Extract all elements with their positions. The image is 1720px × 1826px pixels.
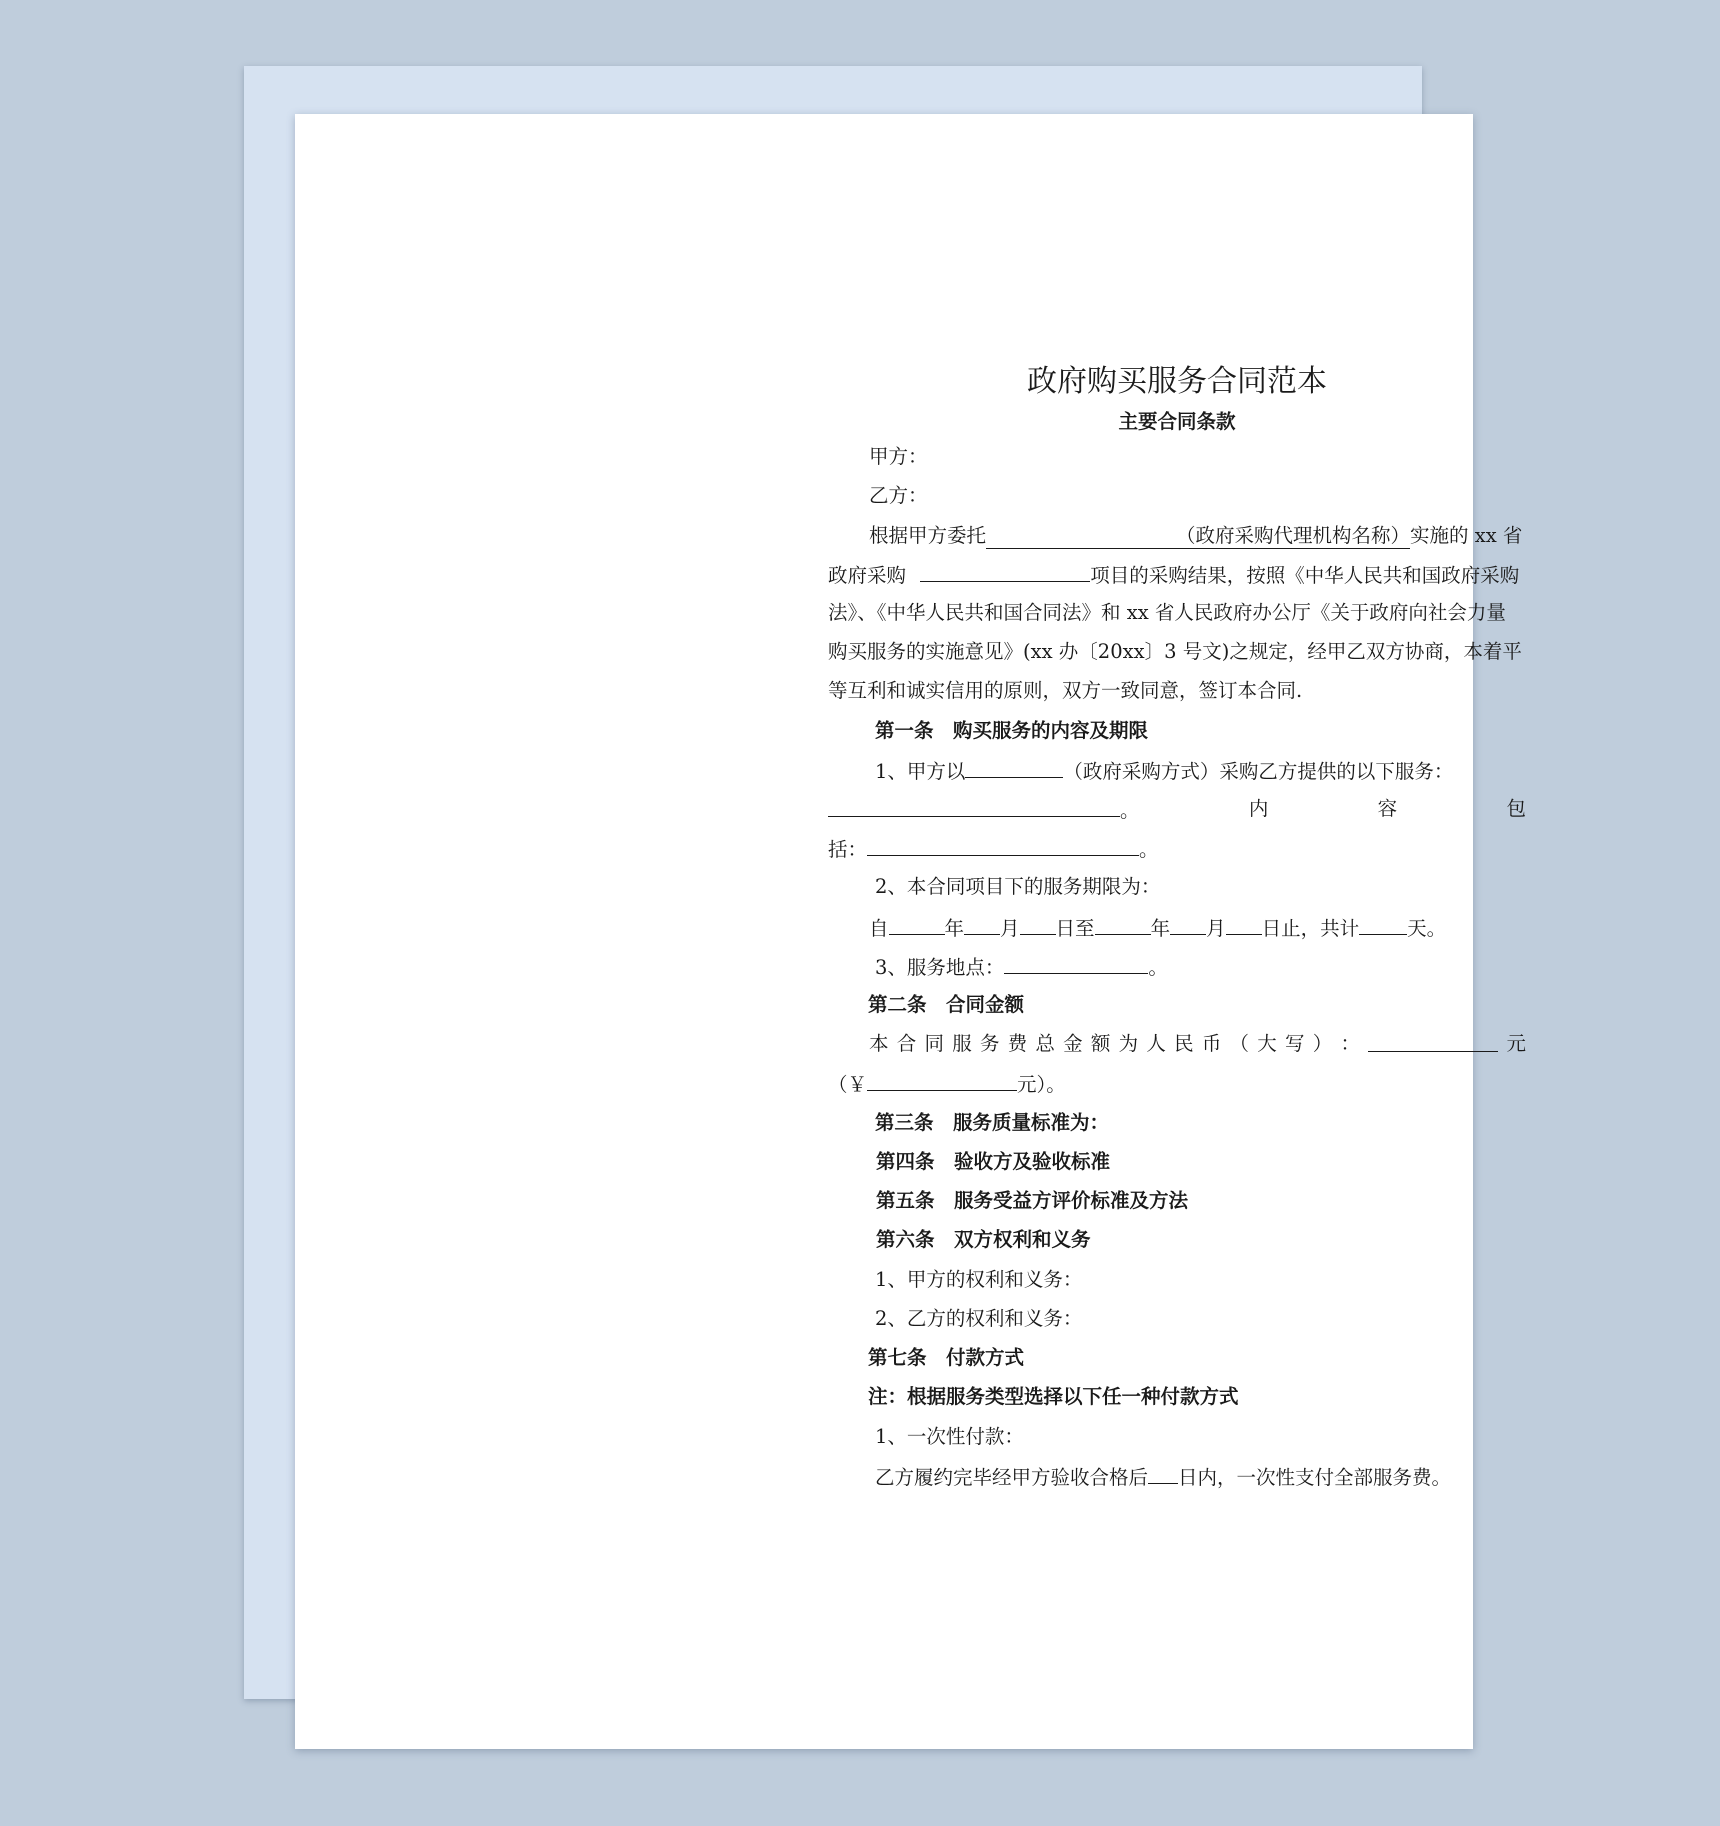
item-text: 元）。	[1017, 1073, 1066, 1096]
service-name-blank	[828, 799, 1120, 817]
content-word-3: 包	[1506, 797, 1526, 820]
item-text: 。	[1139, 838, 1159, 861]
amount-line	[869, 1034, 1526, 1054]
item-text: 1、甲方以	[875, 760, 966, 783]
item-text: 。	[1120, 799, 1140, 822]
procurement-method-blank	[965, 760, 1063, 778]
preamble-text: 根据甲方委托	[869, 524, 987, 547]
agency-blank	[986, 525, 1176, 542]
period-text: 月	[1206, 917, 1226, 940]
period-text: 自	[869, 917, 889, 940]
content-word-2: 容	[1377, 797, 1398, 820]
project-name-blank	[920, 564, 1090, 582]
preamble-text: 项目的采购结果，按照《中华人民共和国政府采购	[1090, 564, 1520, 587]
preamble-line-1	[869, 525, 1522, 546]
amount-char: ：	[1340, 1032, 1360, 1055]
start-year-blank	[889, 917, 945, 935]
payment-note: 注：根据服务类型选择以下任一种付款方式	[868, 1385, 1239, 1408]
preamble-text: 政府采购	[828, 564, 907, 587]
period-text: 天。	[1407, 917, 1447, 940]
item-text: 日内，一次性支付全部服务费。	[1178, 1466, 1452, 1489]
amount-words-blank	[1368, 1034, 1498, 1052]
amount-char: 费	[1007, 1032, 1028, 1055]
end-day-blank	[1226, 917, 1262, 935]
article-6-item-1: 1、甲方的权利和义务：	[875, 1268, 1083, 1291]
amount-char: （	[1229, 1032, 1250, 1055]
amount-char: 人	[1146, 1032, 1166, 1055]
article-5-heading: 第五条 服务受益方评价标准及方法	[876, 1189, 1189, 1212]
article-7-item-1: 1、一次性付款：	[875, 1425, 1024, 1448]
amount-figures-blank	[867, 1073, 1017, 1091]
amount-char: 币	[1201, 1032, 1222, 1055]
article-3-heading: 第三条 服务质量标准为：	[875, 1111, 1110, 1134]
amount-figures-line	[828, 1073, 1066, 1095]
amount-char: ）	[1312, 1032, 1333, 1055]
preamble-underlined	[986, 524, 1410, 549]
document-title: 政府购买服务合同范本	[1027, 364, 1327, 399]
preamble-text-tail: 实施的 xx 省	[1410, 524, 1523, 547]
amount-char: 合	[896, 1032, 917, 1055]
payment-detail-line	[875, 1466, 1451, 1488]
amount-char: 大	[1257, 1032, 1277, 1055]
payment-days-blank	[1148, 1466, 1178, 1484]
amount-char: 民	[1174, 1032, 1194, 1055]
start-month-blank	[964, 917, 1000, 935]
service-blank-group	[828, 799, 1140, 821]
article-1-item-3	[875, 956, 1168, 978]
content-word-1: 内	[1248, 797, 1269, 820]
preamble-line-5: 等互利和诚实信用的原则，双方一致同意，签订本合同.	[828, 679, 1303, 702]
preamble-line-4: 购买服务的实施意见》(xx 办〔20xx〕3 号文)之规定，经甲乙双方协商，本着平	[828, 640, 1522, 663]
amount-char: 总	[1035, 1032, 1055, 1055]
total-days-blank	[1359, 917, 1407, 935]
article-2-heading: 第二条 合同金额	[868, 993, 1025, 1016]
period-text: 年	[1150, 917, 1171, 940]
amount-char: 同	[924, 1032, 944, 1055]
item-text: 3、服务地点：	[875, 956, 1005, 979]
document-subtitle: 主要合同条款	[1118, 410, 1236, 433]
party-a-label: 甲方：	[869, 445, 928, 468]
period-text: 日止，共计	[1261, 917, 1360, 940]
party-b-label: 乙方：	[869, 484, 928, 507]
preamble-line-2	[828, 564, 1519, 586]
article-1-content-row	[828, 799, 1526, 821]
start-day-blank	[1020, 917, 1056, 935]
preamble-line-3: 法》、《中华人民共和国合同法》和 xx 省人民政府办公厅《关于政府向社会力量	[828, 601, 1506, 624]
article-4-heading: 第四条 验收方及验收标准	[876, 1150, 1111, 1173]
article-1-heading: 第一条 购买服务的内容及期限	[875, 719, 1149, 742]
item-text: 括：	[828, 838, 868, 861]
period-text: 月	[1000, 917, 1020, 940]
period-text: 年	[944, 917, 965, 940]
item-text: 乙方履约完毕经甲方验收合格后	[875, 1466, 1149, 1489]
amount-char: 额	[1090, 1032, 1111, 1055]
amount-unit: 元	[1506, 1032, 1526, 1055]
amount-char: 本	[869, 1032, 889, 1055]
end-month-blank	[1170, 917, 1206, 935]
amount-char: 为	[1118, 1032, 1139, 1055]
item-text: （政府采购方式）采购乙方提供的以下服务：	[1063, 760, 1454, 783]
item-text: （￥	[828, 1073, 868, 1096]
amount-char: 服	[952, 1032, 972, 1055]
article-1-item-1	[875, 760, 1453, 782]
amount-char: 金	[1063, 1032, 1083, 1055]
item-text: 。	[1148, 956, 1168, 979]
period-text: 日至	[1055, 917, 1095, 940]
article-6-heading: 第六条 双方权利和义务	[876, 1228, 1091, 1251]
content-blank	[867, 838, 1139, 856]
service-period-line	[869, 917, 1446, 939]
service-location-blank	[1004, 956, 1148, 974]
amount-char: 务	[979, 1032, 1000, 1055]
agency-name-hint: （政府采购代理机构名称）	[1176, 524, 1411, 547]
article-1-content-line	[828, 838, 1159, 860]
amount-char: 写	[1285, 1032, 1305, 1055]
article-7-heading: 第七条 付款方式	[868, 1346, 1025, 1369]
article-1-item-2: 2、本合同项目下的服务期限为：	[875, 875, 1161, 898]
end-year-blank	[1095, 917, 1151, 935]
article-6-item-2: 2、乙方的权利和义务：	[875, 1307, 1083, 1330]
document-page	[295, 114, 1526, 1749]
